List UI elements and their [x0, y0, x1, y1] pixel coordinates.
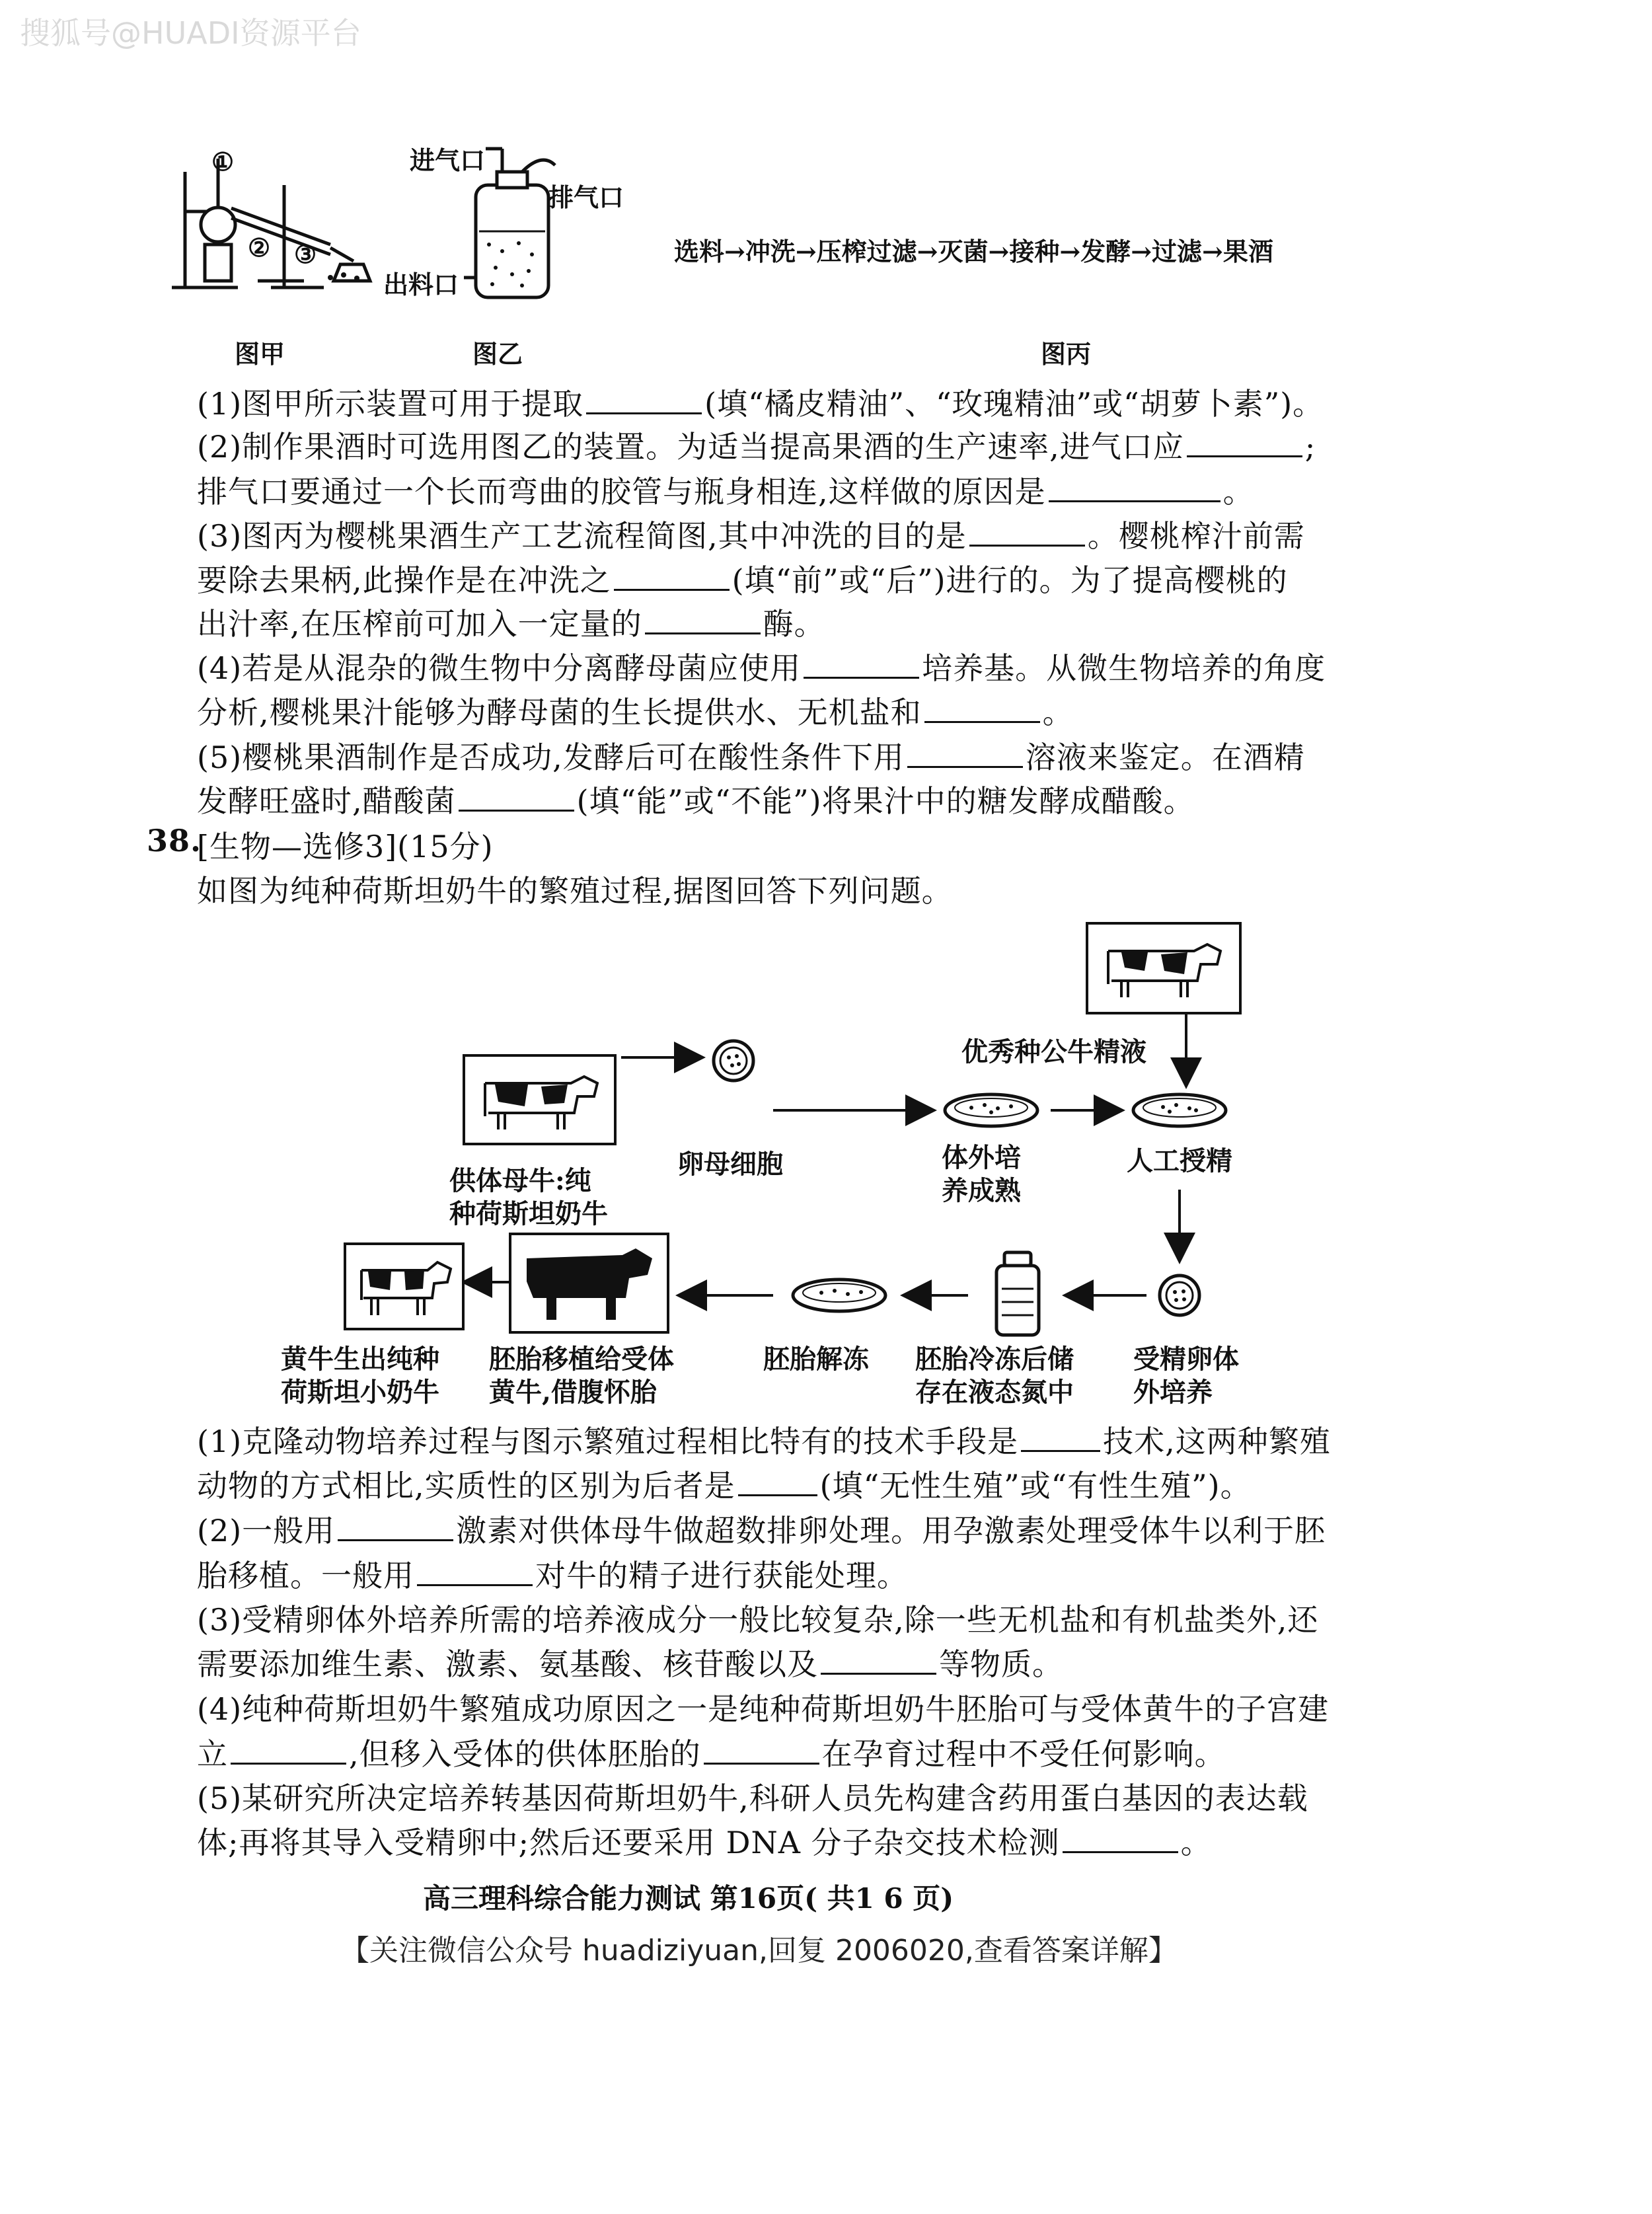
label-frozen-line2: 存在液态氮中 — [915, 1377, 1074, 1408]
culture-dish-icon — [942, 1090, 1041, 1130]
label-frozen-line1: 胚胎冷冻后储 — [915, 1344, 1074, 1375]
q37-text: (4)若是从混杂的微生物中分离酵母菌应使用 — [197, 650, 802, 686]
q38-line-10 — [197, 1819, 1212, 1862]
q37-text: (3)图丙为樱桃果酒生产工艺流程简图,其中冲洗的目的是 — [197, 518, 967, 554]
oocyte-icon — [710, 1038, 757, 1084]
q37-text: 要除去果柄,此操作是在冲洗之 — [197, 562, 611, 598]
answer-blank[interactable] — [738, 1468, 817, 1496]
q38-text: 激素对供体母牛做超数排卵处理。用孕激素处理受体牛以利于胚 — [456, 1513, 1326, 1548]
figure-jia-marker-2: ② — [248, 233, 271, 262]
q37-text: (2)制作果酒时可选用图乙的装置。为适当提高果酒的生产速率,进气口应 — [197, 429, 1184, 465]
q37-text: 酶。 — [763, 606, 825, 642]
cow-icon — [352, 1250, 457, 1320]
label-thaw: 胚胎解冻 — [763, 1344, 869, 1375]
q38-line-7 — [197, 1685, 1329, 1729]
q37-text: 培养基。从微生物培养的角度 — [922, 650, 1326, 686]
q37-text: (填“橘皮精油”、“玫瑰精油”或“胡萝卜素”)。 — [704, 386, 1324, 422]
figure-bing-flow: 选料→冲洗→压榨过滤→灭菌→接种→发酵→过滤→果酒 — [674, 237, 1273, 266]
q38-text: 。 — [1180, 1825, 1212, 1860]
q38-line-9 — [197, 1775, 1308, 1818]
answer-blank[interactable] — [821, 1646, 936, 1675]
q38-line-8 — [197, 1730, 1226, 1774]
page-footer: 高三理科综合能力测试 第16页( 共1 6 页) — [423, 1882, 954, 1915]
sire-cow-picture — [1086, 922, 1242, 1014]
q38-line-1 — [197, 1418, 1331, 1461]
q37-text: 。樱桃榨汁前需 — [1087, 518, 1305, 554]
answer-blank[interactable] — [231, 1736, 346, 1765]
label-donor-line1: 供体母牛:纯 — [449, 1165, 591, 1196]
q38-text: 立 — [197, 1736, 228, 1772]
label-donor-line2: 种荷斯坦奶牛 — [449, 1198, 608, 1229]
q38-number: 38. — [147, 823, 202, 859]
zygote-icon — [1156, 1272, 1203, 1318]
q37-text: 分析,樱桃果汁能够为酵母菌的生长提供水、无机盐和 — [197, 695, 922, 730]
label-mature-line1: 体外培 — [942, 1142, 1021, 1173]
insemination-dish-icon — [1130, 1090, 1229, 1130]
label-birth-line2: 荷斯坦小奶牛 — [281, 1377, 439, 1408]
q38-text: 在孕育过程中不受任何影响。 — [821, 1736, 1226, 1772]
q38-text: 体;再将其导入受精卵中;然后还要采用 DNA 分子杂交技术检测 — [197, 1825, 1060, 1860]
answer-blank[interactable] — [1021, 1424, 1100, 1452]
q37-text: 。 — [1222, 474, 1254, 510]
calf-picture — [344, 1242, 465, 1330]
answer-blank[interactable] — [338, 1513, 453, 1541]
answer-blank[interactable] — [1063, 1825, 1178, 1853]
q38-title: [生物—选修3](15分) — [197, 829, 494, 864]
q37-text: ; — [1304, 429, 1316, 465]
q38-line-2 — [197, 1462, 1252, 1506]
figure-bing-caption: 图丙 — [1041, 339, 1092, 369]
thawed-embryo-dish-icon — [790, 1276, 889, 1315]
q38-line-6 — [197, 1640, 1063, 1684]
cow-icon — [517, 1242, 659, 1324]
q37-text: 出汁率,在压榨前可加入一定量的 — [197, 606, 642, 642]
q38-intro: 如图为纯种荷斯坦奶牛的繁殖过程,据图回答下列问题。 — [197, 873, 953, 909]
liquid-nitrogen-tank-icon — [991, 1249, 1044, 1338]
q37-text: (5)樱桃果酒制作是否成功,发酵后可在酸性条件下用 — [197, 740, 905, 775]
cow-icon — [1095, 931, 1227, 1004]
answer-blank[interactable] — [704, 1736, 819, 1765]
q38-line-4 — [197, 1552, 908, 1595]
figure-yi-caption: 图乙 — [472, 339, 523, 369]
q37-text: 发酵旺盛时,醋酸菌 — [197, 783, 456, 819]
q38-text: 动物的方式相比,实质性的区别为后者是 — [197, 1468, 735, 1504]
q37-text: (填“前”或“后”)进行的。为了提高樱桃的 — [732, 562, 1288, 598]
label-zygote-line1: 受精卵体 — [1133, 1344, 1239, 1375]
q38-text: (5)某研究所决定培养转基因荷斯坦奶牛,科研人员先构建含药用蛋白基因的表达载 — [197, 1780, 1308, 1816]
q38-text: (填“无性生殖”或“有性生殖”)。 — [819, 1468, 1252, 1504]
figure-yi-exhaust-label: 排气口 — [548, 182, 624, 212]
label-oocyte: 卵母细胞 — [677, 1149, 783, 1180]
q38-text: (4)纯种荷斯坦奶牛繁殖成功原因之一是纯种荷斯坦奶牛胚胎可与受体黄牛的子宫建 — [197, 1691, 1330, 1727]
q38-line-3 — [197, 1507, 1326, 1550]
label-mature-line2: 养成熟 — [942, 1175, 1021, 1206]
q38-text: ,但移入受体的供体胚胎的 — [349, 1736, 701, 1772]
cow-icon — [472, 1063, 604, 1136]
q38-text: 技术,这两种繁殖 — [1103, 1424, 1331, 1459]
figure-jia-marker-3: ③ — [294, 239, 317, 269]
label-birth-line1: 黄牛生出纯种 — [281, 1344, 439, 1375]
q37-text: 溶液来鉴定。在酒精 — [1025, 740, 1305, 775]
q38-text: (2)一般用 — [197, 1513, 336, 1548]
donor-cow-picture — [463, 1054, 617, 1145]
q37-text: 。 — [1042, 695, 1074, 730]
label-transfer-line2: 黄牛,借腹怀胎 — [489, 1377, 657, 1408]
label-transfer-line1: 胚胎移植给受体 — [489, 1344, 674, 1375]
watermark: 搜狐号@HUADI资源平台 — [20, 15, 361, 51]
q38-text: (3)受精卵体外培养所需的培养液成分一般比较复杂,除一些无机盐和有机盐类外,还 — [197, 1602, 1319, 1638]
answer-blank[interactable] — [417, 1558, 533, 1586]
q38-text: 胎移植。一般用 — [197, 1558, 414, 1593]
label-sperm: 优秀种公牛精液 — [961, 1036, 1146, 1067]
q37-text: 排气口要通过一个长而弯曲的胶管与瓶身相连,这样做的原因是 — [197, 474, 1046, 510]
q37-text: (1)图甲所示装置可用于提取 — [197, 386, 584, 422]
figure-yi-inlet-label: 进气口 — [410, 145, 486, 175]
q38-text: 等物质。 — [939, 1646, 1063, 1682]
q38-text: (1)克隆动物培养过程与图示繁殖过程相比特有的技术手段是 — [197, 1424, 1019, 1459]
figure-jia-caption: 图甲 — [235, 339, 285, 369]
q38-line-5 — [197, 1596, 1318, 1640]
figure-jia-marker-1: ① — [211, 147, 235, 176]
q37-text: (填“能”或“不能”)将果汁中的糖发酵成醋酸。 — [576, 783, 1195, 819]
label-insemination: 人工授精 — [1127, 1145, 1232, 1176]
q38-text: 对牛的精子进行获能处理。 — [535, 1558, 908, 1593]
q38-text: 需要添加维生素、激素、氨基酸、核苷酸以及 — [197, 1646, 818, 1682]
wechat-note: 【关注微信公众号 huadiziyuan,回复 2006020,查看答案详解】 — [340, 1934, 1178, 1967]
label-zygote-line2: 外培养 — [1133, 1377, 1213, 1408]
figure-yi-outlet-label: 出料口 — [383, 270, 459, 299]
recipient-cow-picture — [509, 1233, 669, 1334]
